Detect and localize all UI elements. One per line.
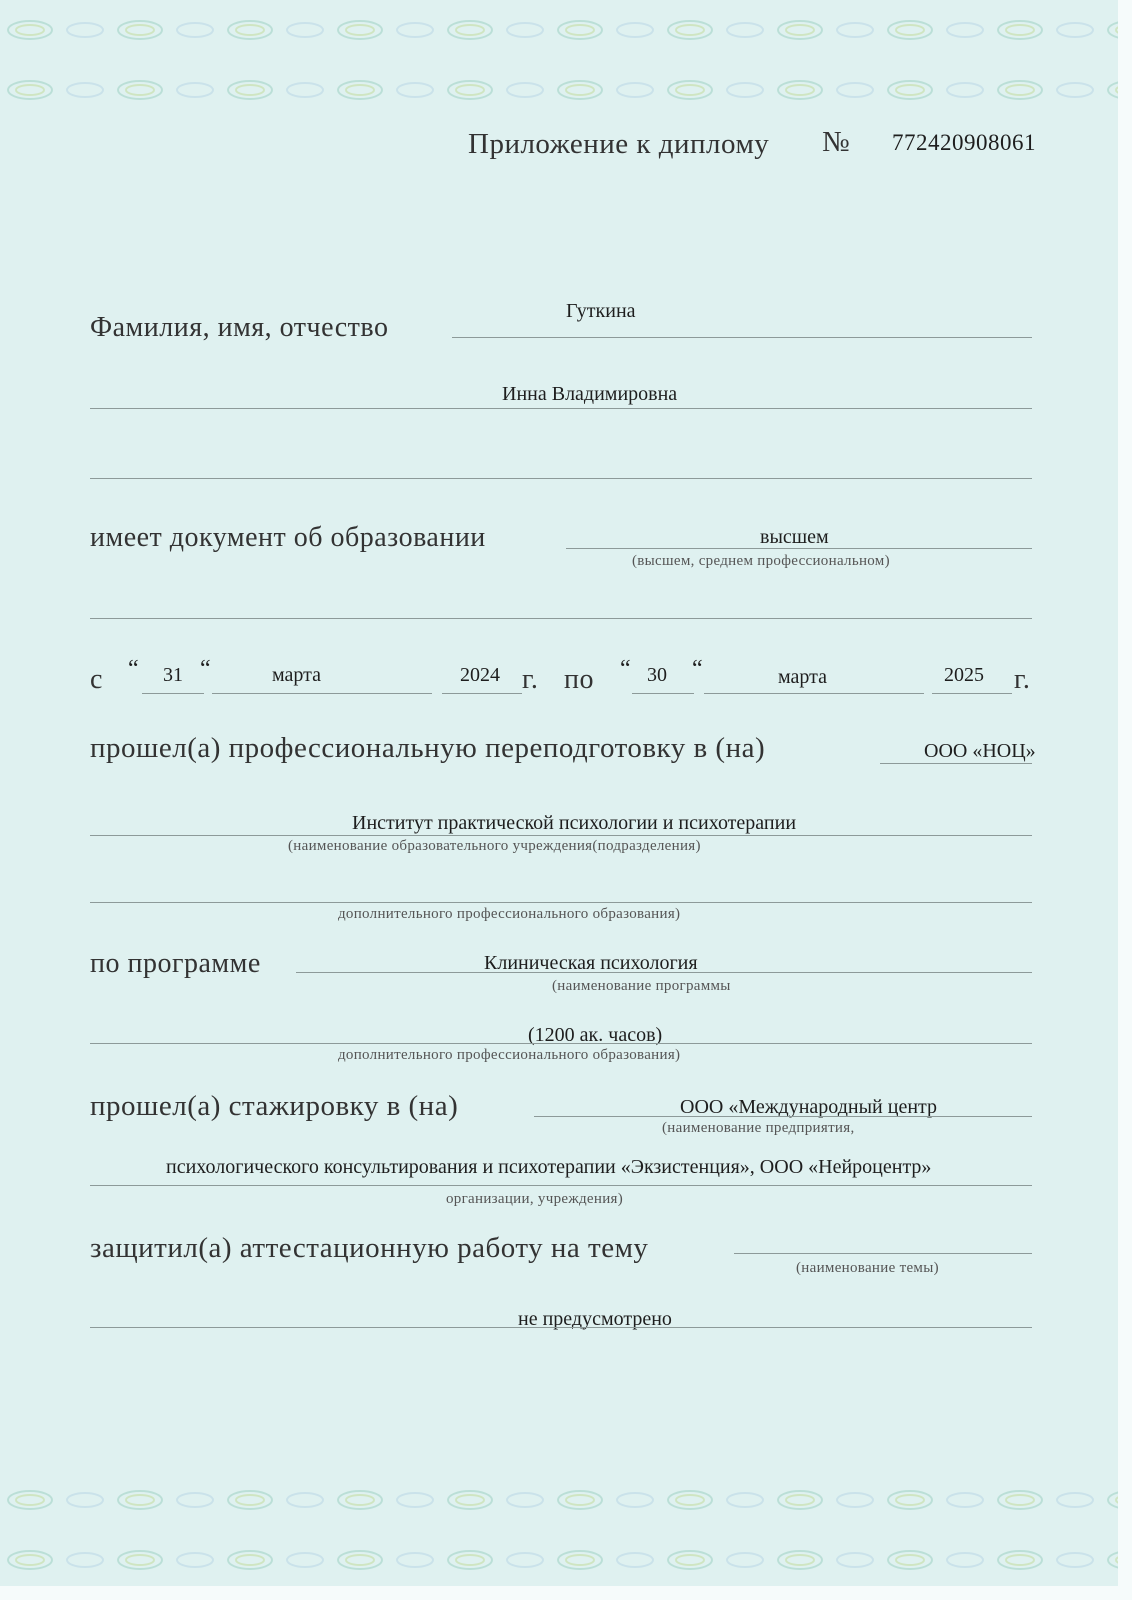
retraining-line-3 <box>90 902 1032 903</box>
education-line <box>566 548 1032 549</box>
from-year: 2024 <box>460 664 500 686</box>
to-month-line <box>704 693 924 694</box>
to-year-suffix: г. <box>1014 664 1031 695</box>
internship-org-part2: психологического консультирования и психотерапии «Экзистенция», ООО «Нейроцентр» <box>166 1156 932 1178</box>
fio-line-1 <box>452 337 1032 338</box>
program-hours: (1200 ак. часов) <box>528 1024 663 1046</box>
from-year-line <box>442 693 522 694</box>
security-pattern-top <box>0 0 1132 110</box>
from-open-quote: “ <box>128 656 139 682</box>
document-title: Приложение к диплому <box>468 128 770 160</box>
to-close-quote: “ <box>692 656 703 682</box>
education-label: имеет документ об образовании <box>90 522 486 553</box>
scan-edge-right <box>1118 0 1132 1600</box>
period-from-prefix: с <box>90 664 103 695</box>
program-value: Клиническая психология <box>484 952 698 974</box>
retraining-org-part1: ООО «НОЦ» <box>924 740 1036 762</box>
education-line-2 <box>90 618 1032 619</box>
from-day: 31 <box>163 664 183 686</box>
program-hint-2: дополнительного профессионального образования) <box>338 1047 681 1063</box>
thesis-label: защитил(а) аттестационную работу на тему <box>90 1232 649 1264</box>
from-month: марта <box>272 664 321 686</box>
fio-name-patronymic: Инна Владимировна <box>502 383 678 405</box>
thesis-line-2 <box>90 1327 1032 1328</box>
program-line-2 <box>90 1043 1032 1044</box>
fio-line-3 <box>90 478 1032 479</box>
diploma-number: 772420908061 <box>892 130 1036 155</box>
to-year-line <box>932 693 1012 694</box>
retraining-org-part2: Институт практической психологии и психотерапии <box>352 812 797 834</box>
scan-edge-bottom <box>0 1586 1132 1600</box>
program-line <box>296 972 1032 973</box>
period-to-prefix: по <box>564 664 594 695</box>
fio-label: Фамилия, имя, отчество <box>90 312 389 343</box>
thesis-hint: (наименование темы) <box>796 1260 939 1276</box>
internship-hint-1: (наименование предприятия, <box>662 1120 855 1136</box>
retraining-hint-2: дополнительного профессионального образования) <box>338 906 681 922</box>
internship-line-2 <box>90 1185 1032 1186</box>
to-day: 30 <box>647 664 667 686</box>
thesis-value: не предусмотрено <box>518 1308 672 1330</box>
to-month: марта <box>778 666 827 688</box>
retraining-hint-1: (наименование образовательного учреждения(подразделения) <box>288 838 701 854</box>
fio-line-2 <box>90 408 1032 409</box>
retraining-line-2 <box>90 835 1032 836</box>
program-label: по программе <box>90 948 261 979</box>
thesis-line-1 <box>734 1253 1032 1254</box>
to-year: 2025 <box>944 664 984 686</box>
education-value: высшем <box>760 526 829 548</box>
program-hint: (наименование программы <box>552 978 731 994</box>
education-hint: (высшем, среднем профессиональном) <box>632 553 890 569</box>
from-month-line <box>212 693 432 694</box>
internship-org-part1: ООО «Международный центр <box>680 1096 938 1118</box>
internship-label: прошел(а) стажировку в (на) <box>90 1090 459 1122</box>
to-day-line <box>632 693 694 694</box>
from-close-quote: “ <box>200 656 211 682</box>
from-day-line <box>142 693 204 694</box>
retraining-label: прошел(а) профессиональную переподготовку в (на) <box>90 732 766 764</box>
from-year-suffix: г. <box>522 664 539 695</box>
internship-hint-2: организации, учреждения) <box>446 1191 624 1207</box>
fio-surname: Гуткина <box>566 300 636 322</box>
number-sign: № <box>822 126 851 158</box>
to-open-quote: “ <box>620 656 631 682</box>
internship-line-1 <box>534 1116 1032 1117</box>
retraining-line-1 <box>880 763 1032 764</box>
security-pattern-bottom <box>0 1470 1132 1580</box>
